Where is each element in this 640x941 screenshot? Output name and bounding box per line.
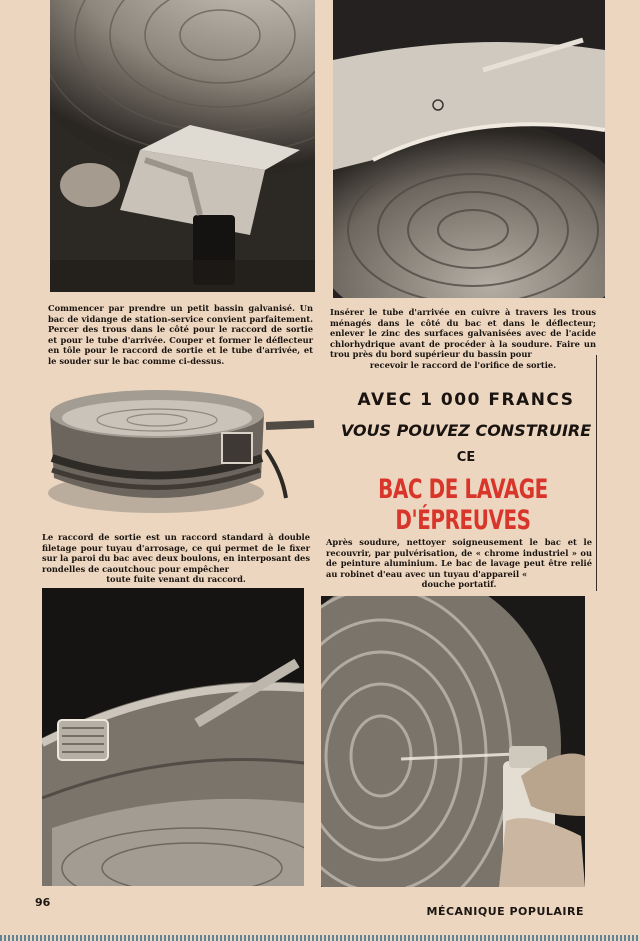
caption-step-4 [326, 537, 592, 590]
caption-step-2-body: Insérer le tube d'arrivée en cuivre à travers les trous ménagés dans le côté du bac et dans le déflecteur; enlever le zinc des surfaces galvanisées avec de l'acide chlorhydrique avant de procéder à la soudure. Faire un trou près du bord supérieur du bassin pour [330, 307, 596, 360]
caption-step-4-end: douche portatif. [421, 579, 497, 590]
photo-inlet-tube [333, 0, 605, 298]
caption-step-3-end: toute fuite venant du raccord. [106, 574, 246, 585]
headline-line-1: AVEC 1 000 FRANCS [357, 390, 575, 410]
headline-line-3: CE [456, 450, 476, 465]
caption-step-2-end: recevoir le raccord de l'orifice de sortie. [369, 359, 557, 370]
caption-step-4-body: Après soudure, nettoyer soigneusement le bac et le recouvrir, par pulvérisation, de « chrome industriel » ou de peinture aluminium. Le bac de lavage peut être relié au robinet d'eau avec un tuyau d'appareil « [326, 537, 592, 579]
photo-outlet-fitting [42, 588, 304, 886]
photo-welding-deflector [50, 0, 315, 292]
magazine-name: MÉCANIQUE POPULAIRE [426, 905, 584, 918]
photo-tray-cutout [46, 378, 318, 518]
photo-spray-painting [321, 596, 585, 887]
headline-line-2: VOUS POUVEZ CONSTRUIRE [340, 421, 592, 440]
caption-step-3 [42, 532, 310, 585]
column-divider [596, 355, 597, 591]
page-number: 96 [35, 896, 51, 909]
caption-step-2 [330, 307, 596, 371]
caption-step-1: Commencer par prendre un petit bassin galvanisé. Un bac de vidange de station-service convient parfaitement. Percer des trous dans le côté pour le raccord de sortie et pour le tube d'arrivée. Couper et former le déflecteur en tôle pour le raccord de sortie et le tube d'arrivée, et le souder sur le bac comme ci-dessus. [48, 303, 313, 366]
caption-step-3-body: Le raccord de sortie est un raccord standard à double filetage pour tuyau d'arrosage, ce qui permet de le fixer sur la paroi du bac avec deux boulons, en interposant des rondelles de caoutchouc pour empêcher [42, 532, 310, 574]
headline-title-red: BAC DE LAVAGE D'ÉPREUVES [378, 474, 548, 536]
scan-edge-strip [0, 935, 640, 941]
